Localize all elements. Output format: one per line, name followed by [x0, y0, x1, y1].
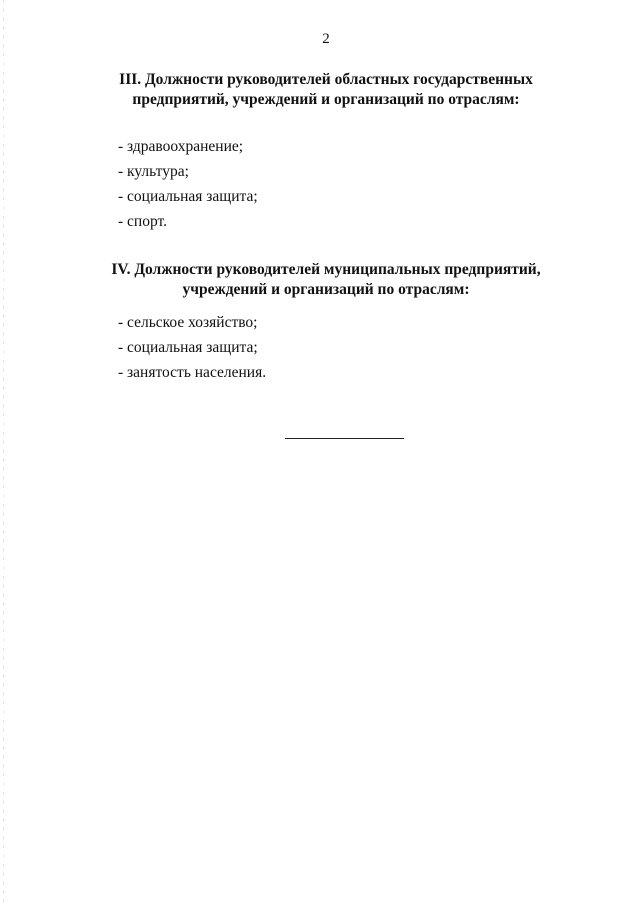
section-4-title-line-1: IV. Должности руководителей муниципальных предприятий, — [111, 261, 541, 278]
list-item: - социальная защита; — [118, 339, 258, 356]
list-item: - занятость населения. — [118, 364, 267, 381]
section-3-title-line-2: предприятий, учреждений и организаций по отраслям: — [132, 91, 520, 108]
list-item: - сельское хозяйство; — [118, 314, 258, 331]
list-item: - культура; — [118, 163, 189, 180]
list-item: - спорт. — [118, 213, 167, 230]
section-4-title-line-2: учреждений и организаций по отраслям: — [182, 281, 470, 298]
section-3-list — [118, 134, 258, 234]
section-4-list — [118, 310, 266, 385]
end-of-document-rule — [285, 438, 404, 439]
section-3-title-line-1: III. Должности руководителей областных государственных — [119, 71, 533, 88]
section-3-title — [0, 70, 640, 110]
page-number: 2 — [322, 31, 330, 47]
list-item: - социальная защита; — [118, 188, 258, 205]
list-item: - здравоохранение; — [118, 138, 244, 155]
section-4-title — [0, 260, 640, 300]
scan-edge-artifact — [3, 0, 4, 905]
